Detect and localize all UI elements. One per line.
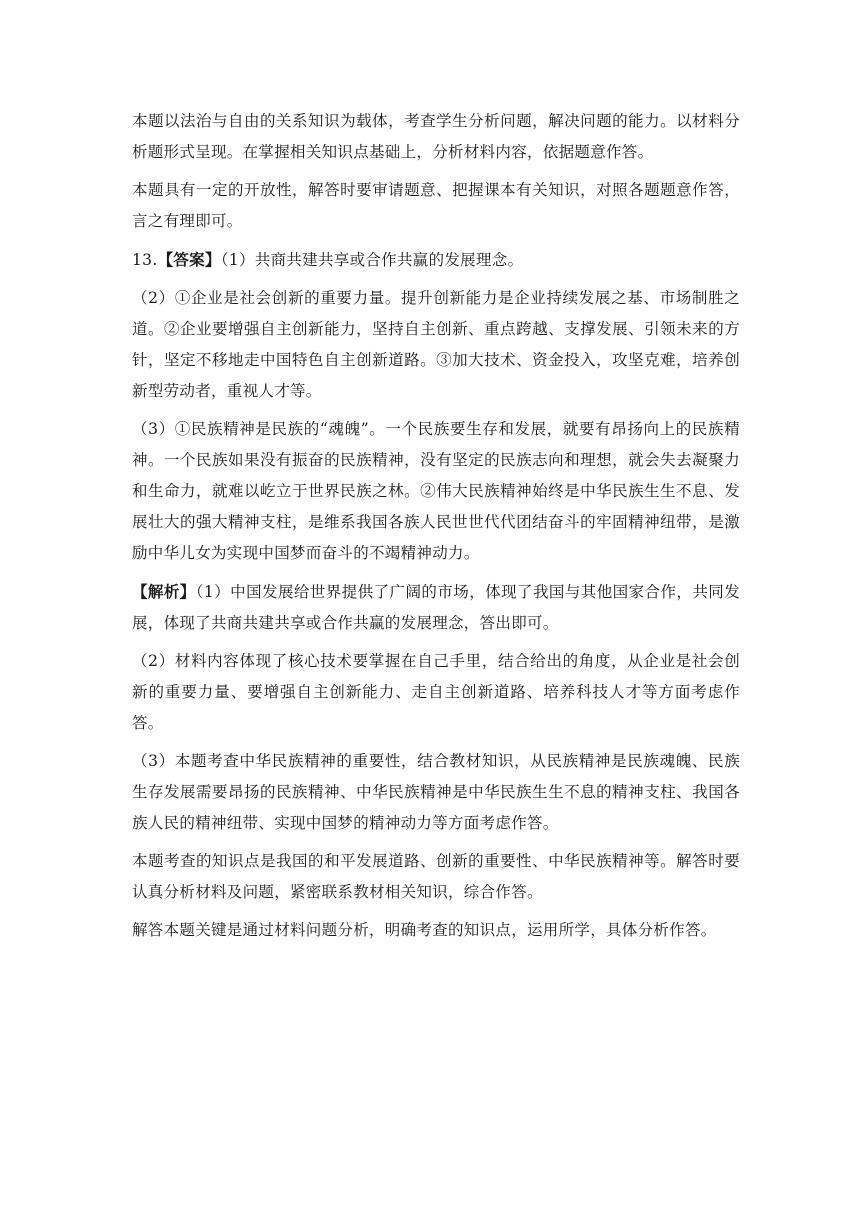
analysis-tag: 【解析】 xyxy=(132,582,196,601)
analysis-paragraph-1 xyxy=(132,106,740,168)
answer-13-part-3 xyxy=(132,414,740,569)
paragraph-text: （2）①企业是社会创新的重要力量。提升创新能力是企业持续发展之基、市场制胜之道。②企业要增强自主创新能力，坚持自主创新、重点跨越、支撑发展、引领未来的方针，坚定不移地走中国特色自主创新道路。③加大技术、资金投入，攻坚克难，培养创新型劳动者，重视人才等。 xyxy=(132,289,740,400)
analysis-summary-2 xyxy=(132,915,740,946)
answer-tag: 【答案】 xyxy=(157,250,221,269)
paragraph-text: 本题具有一定的开放性，解答时要审请题意、把握课本有关知识，对照各题题意作答，言之有理即可。 xyxy=(132,181,740,230)
paragraph-text: （1）共商共建共享或合作共赢的发展理念。 xyxy=(220,251,524,269)
document-body xyxy=(132,106,740,953)
analysis-paragraph-2 xyxy=(132,175,740,237)
paragraph-text: （3）本题考查中华民族精神的重要性，结合教材知识，从民族精神是民族魂魄、民族生存发展需要昂扬的民族精神、中华民族精神是中华民族生生不息的精神支柱、我国各族人民的精神纽带、实现中国梦的精神动力等方面考虑作答。 xyxy=(132,752,740,832)
question-number: 13. xyxy=(132,251,158,269)
paragraph-text: （2）材料内容体现了核心技术要掌握在自己手里，结合给出的角度，从企业是社会创新的重要力量、要增强自主创新能力、走自主创新道路、培养科技人才等方面考虑作答。 xyxy=(132,652,740,732)
paragraph-text: 本题以法治与自由的关系知识为载体，考查学生分析问题，解决问题的能力。以材料分析题形式呈现。在掌握相关知识点基础上，分析材料内容，依据题意作答。 xyxy=(132,112,740,161)
answer-13-part-1 xyxy=(132,244,740,276)
paragraph-text: 本题考查的知识点是我国的和平发展道路、创新的重要性、中华民族精神等。解答时要认真分析材料及问题，紧密联系教材相关知识，综合作答。 xyxy=(132,852,740,901)
analysis-13-part-3 xyxy=(132,746,740,839)
paragraph-text: （1）中国发展给世界提供了广阔的市场，体现了我国与其他国家合作，共同发展，体现了共商共建共享或合作共赢的发展理念，答出即可。 xyxy=(132,583,740,632)
analysis-summary-1 xyxy=(132,846,740,908)
analysis-13-part-2 xyxy=(132,646,740,739)
paragraph-text: （3）①民族精神是民族的“魂魄”。一个民族要生存和发展，就要有昂扬向上的民族精神。一个民族如果没有振奋的民族精神，没有坚定的民族志向和理想，就会失去凝聚力和生命力，就难以屹立于世界民族之林。②伟大民族精神始终是中华民族生生不息、发展壮大的强大精神支柱，是维系我国各族人民世世代代团结奋斗的牢固精神纽带，是激励中华儿女为实现中国梦而奋斗的不竭精神动力。 xyxy=(132,420,740,562)
answer-13-part-2 xyxy=(132,283,740,407)
analysis-13-part-1 xyxy=(132,576,740,639)
paragraph-text: 解答本题关键是通过材料问题分析，明确考查的知识点，运用所学，具体分析作答。 xyxy=(132,921,717,939)
